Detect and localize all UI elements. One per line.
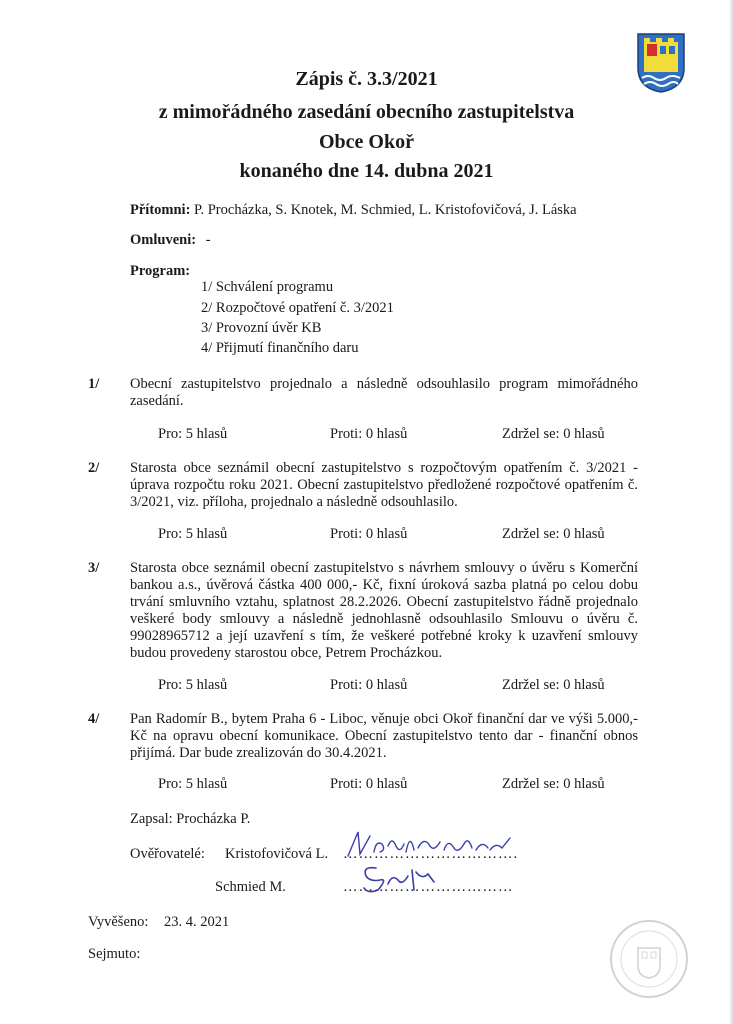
recorded-by: Zapsal: Procházka P.: [130, 811, 251, 827]
vote-for: Pro: 5 hlasů: [158, 426, 228, 442]
signature-line: ……………………………: [343, 879, 514, 895]
vote-abstain: Zdržel se: 0 hlasů: [502, 776, 605, 792]
vote-for: Pro: 5 hlasů: [158, 677, 228, 693]
excused-label: Omluveni:: [130, 232, 197, 248]
document-title-line-3: Obce Okoř: [319, 131, 414, 153]
section-text: [130, 711, 638, 762]
verifiers-label: Ověřovatelé:: [130, 846, 205, 862]
document-title-line-4: konaného dne 14. dubna 2021: [239, 160, 494, 182]
section-line: přijímá. Dar bude zrealizován do 30.4.2021.: [130, 745, 387, 761]
section-text: [130, 376, 638, 410]
program-item: 4/ Přijmutí finančního daru: [201, 340, 359, 356]
section-number: 2/: [88, 460, 100, 476]
vote-for: Pro: 5 hlasů: [158, 526, 228, 542]
section-line: Pan Radomír B., bytem Praha 6 - Liboc, věnuje obci Okoř finanční dar ve výši 5.000,-: [130, 711, 638, 727]
excused-row: [130, 232, 211, 249]
section-line: bankou a.s., úvěrová částka 400 000,- Kč, fixní úroková sazba platná po celou dobu: [130, 577, 638, 593]
posted-row: [88, 914, 229, 931]
verifier-name: Kristofovičová L.: [225, 846, 329, 862]
vote-abstain: Zdržel se: 0 hlasů: [502, 426, 605, 442]
program-item: 1/ Schválení programu: [201, 279, 334, 295]
section-line: 99028965712 a její uzavření s tím, že veškeré potřebné kroky k uzavření smlouvy: [130, 628, 638, 644]
section-line: Kč na opravu obecní komunikace. Obecní zastupitelstvo tento dar - finanční obnos: [130, 728, 638, 744]
vote-for: Pro: 5 hlasů: [158, 776, 228, 792]
program-label: Program:: [130, 263, 191, 279]
program-item: 3/ Provozní úvěr KB: [201, 320, 322, 336]
signature-schmied-icon: [358, 860, 448, 896]
program-item: 2/ Rozpočtové opatření č. 3/2021: [201, 300, 394, 316]
section-line: budou provedeny starostou obce, Petrem Procházkou.: [130, 645, 443, 661]
posted-label: Vyvěšeno:: [88, 914, 149, 930]
section-line: Starosta obce seznámil obecní zastupitelstvo s rozpočtovým opatřením č. 3/2021 -: [130, 460, 638, 476]
present-value: P. Procházka, S. Knotek, M. Schmied, L. Kristofovičová, J. Láska: [194, 202, 577, 218]
posted-date: 23. 4. 2021: [164, 914, 230, 930]
vote-against: Proti: 0 hlasů: [330, 526, 408, 542]
section-line: trvání smluvního vztahu, splatnost 28.2.2026. Obecní zastupitelstvo řádně projednalo: [130, 594, 638, 610]
section-line: veškeré body smlouvy a následně jednohlasně odsouhlasilo Smlouvu o úvěru č.: [130, 611, 638, 627]
removed-label: Sejmuto:: [88, 946, 141, 962]
section-number: 4/: [88, 711, 100, 727]
section-text: [130, 560, 638, 662]
vote-against: Proti: 0 hlasů: [330, 677, 408, 693]
verifier-name: Schmied M.: [215, 879, 286, 895]
vote-against: Proti: 0 hlasů: [330, 426, 408, 442]
vote-against: Proti: 0 hlasů: [330, 776, 408, 792]
document-title-line-2: z mimořádného zasedání obecního zastupitelstva: [158, 101, 575, 123]
vote-abstain: Zdržel se: 0 hlasů: [502, 526, 605, 542]
signature-line: …………………………….: [343, 846, 519, 862]
section-number: 1/: [88, 376, 100, 392]
present-row: [130, 202, 577, 219]
section-line: Starosta obce seznámil obecní zastupitelstvo s návrhem smlouvy o úvěru s Komerční: [130, 560, 638, 576]
section-line: Obecní zastupitelstvo projednalo a následně odsouhlasilo program mimořádného: [130, 376, 638, 392]
present-label: Přítomni:: [130, 202, 191, 218]
stamp-icon: [608, 918, 690, 1000]
section-number: 3/: [88, 560, 100, 576]
section-text: [130, 460, 638, 511]
section-line: 3/2021, viz. příloha, projednalo a následně odsouhlasilo.: [130, 494, 458, 510]
document-title-line-1: Zápis č. 3.3/2021: [295, 68, 438, 90]
section-line: zasedání.: [130, 393, 184, 409]
vote-abstain: Zdržel se: 0 hlasů: [502, 677, 605, 693]
excused-value: -: [205, 232, 211, 248]
section-line: úprava rozpočtu roku 2021. Obecní zastupitelstvo předložené rozpočtové opatřením č.: [130, 477, 638, 493]
